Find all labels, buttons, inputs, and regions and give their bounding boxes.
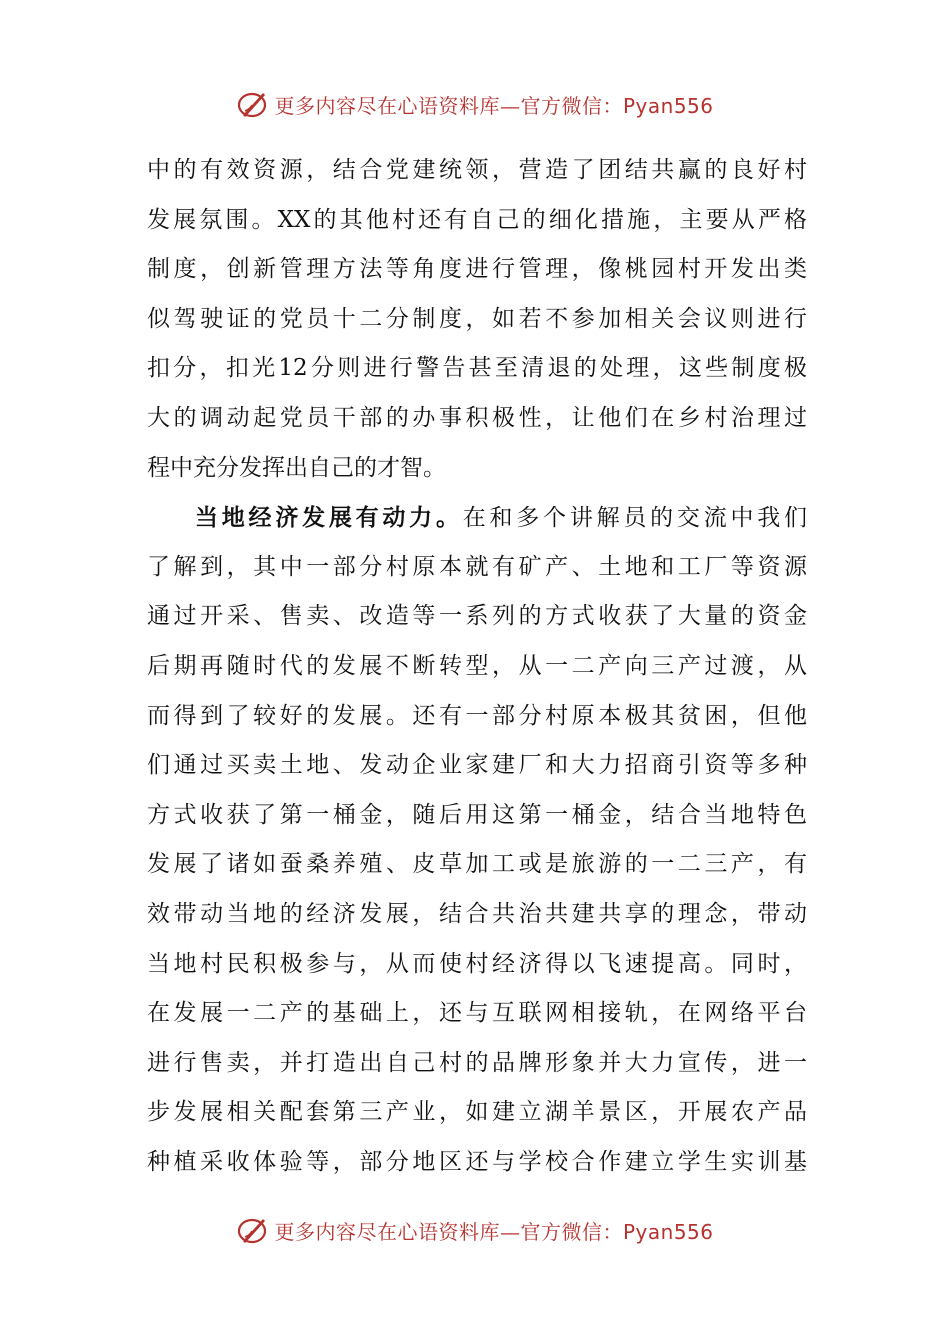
header-banner-text: 更多内容尽在心语资料库—官方微信：: [274, 93, 623, 118]
text-line: 程中充分发挥出自己的才智。: [147, 454, 446, 481]
text-line: 通过开采、售卖、改造等一系列的方式收获了大量的资金: [147, 603, 807, 630]
text-line: 种植采收体验等，部分地区还与学校合作建立学生实训基: [147, 1148, 807, 1175]
text-line: 方式收获了第一桶金，随后用这第一桶金，结合当地特色: [147, 801, 807, 828]
text-line: 效带动当地的经济发展，结合共治共建共享的理念，带动: [147, 900, 807, 927]
quill-pen-logo-icon: [236, 1213, 270, 1247]
quill-pen-logo-icon: [236, 87, 270, 121]
document-body: [147, 146, 807, 1187]
text-line: 扣分，扣光12分则进行警告甚至清退的处理，这些制度极: [147, 355, 807, 382]
text-line: 们通过买卖土地、发动企业家建厂和大力招商引资等多种: [147, 752, 807, 779]
paragraph-heading: 当地经济发展有动力。: [195, 504, 463, 532]
paragraph-2: [147, 493, 807, 1187]
text-line: 中的有效资源，结合党建统领，营造了团结共赢的良好村: [147, 157, 807, 183]
header-wechat-id: Pyan556: [622, 93, 714, 118]
text-line: 制度，创新管理方法等角度进行管理，像桃园村开发出类: [147, 256, 807, 283]
paragraph-1: [147, 146, 807, 493]
text-line: 似驾驶证的党员十二分制度，如若不参加相关会议则进行: [147, 305, 807, 332]
text-line: 进行售卖，并打造出自己村的品牌形象并大力宣传，进一: [147, 1049, 807, 1076]
text-line: [147, 493, 807, 543]
text-line: 步发展相关配套第三产业，如建立湖羊景区，开展农产品: [147, 1099, 807, 1126]
text-line: 当地村民积极参与，从而使村经济得以飞速提高。同时，: [147, 950, 807, 977]
heading-line-rest: 在和多个讲解员的交流中我们: [462, 505, 807, 532]
text-line: 大的调动起党员干部的办事积极性，让他们在乡村治理过: [147, 404, 807, 431]
footer-banner: [0, 1210, 950, 1250]
footer-wechat-id: Pyan556: [622, 1219, 714, 1244]
text-line: 发展了诸如蚕桑养殖、皮草加工或是旅游的一二三产，有: [147, 851, 807, 878]
text-line: 而得到了较好的发展。还有一部分村原本极其贫困，但他: [147, 702, 807, 729]
header-banner: [0, 84, 950, 124]
footer-banner-text: 更多内容尽在心语资料库—官方微信：: [274, 1219, 623, 1244]
text-line: 发展氛围。XX的其他村还有自己的细化措施，主要从严格: [147, 206, 807, 233]
text-line: 了解到，其中一部分村原本就有矿产、土地和工厂等资源: [147, 553, 807, 580]
text-line: 后期再随时代的发展不断转型，从一二产向三产过渡，从: [147, 652, 807, 679]
text-line: 在发展一二产的基础上，还与互联网相接轨，在网络平台: [147, 1000, 807, 1027]
